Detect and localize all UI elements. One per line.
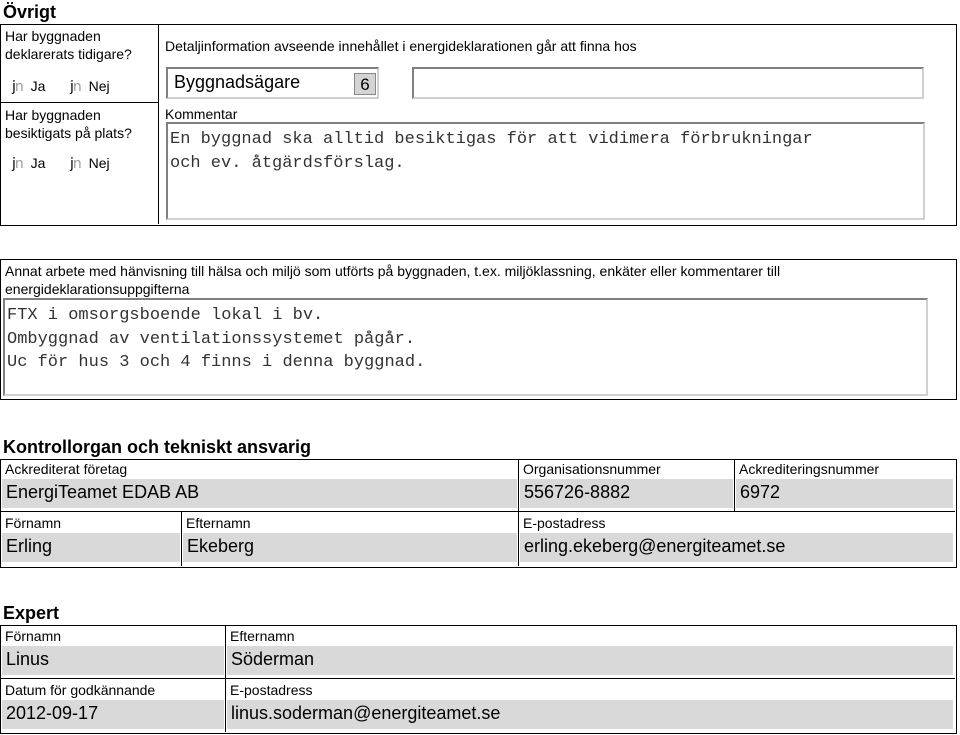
- ackr-label: Ackrediteringsnummer: [739, 461, 880, 477]
- expert-email-label: E-postadress: [230, 682, 313, 698]
- detail-select-value: Byggnadsägare: [174, 72, 301, 92]
- comment-line: och ev. åtgärdsförslag.: [170, 153, 405, 173]
- expert-efternamn-label: Efternamn: [230, 628, 295, 644]
- kontroll-col-divider: [518, 459, 519, 566]
- expert-title: Expert: [3, 603, 60, 623]
- kontroll-row-divider: [0, 511, 955, 512]
- kontroll-col-divider: [181, 511, 182, 566]
- q2-nej-radio[interactable]: jn Nej: [70, 155, 110, 172]
- ovrigt-title: Övrigt: [3, 2, 57, 22]
- ovrigt-row-divider: [0, 102, 158, 103]
- datum-label: Datum för godkännande: [5, 682, 156, 698]
- orgnr-label: Organisationsnummer: [523, 461, 661, 477]
- kontroll-title: Kontrollorgan och tekniskt ansvarig: [3, 437, 312, 457]
- annat-label: Annat arbete med hänvisning till hälsa och miljö som utförts på byggnaden, t.ex. miljöklassning, enkäter eller kommentarer till energideklarationsuppgifterna: [5, 263, 781, 297]
- q2-ja-radio[interactable]: jn Ja: [12, 155, 46, 172]
- radio-icon: jn: [12, 79, 23, 95]
- annat-textarea[interactable]: [3, 298, 928, 396]
- company-field[interactable]: EnergiTeamet EDAB AB: [2, 479, 517, 509]
- datum-field[interactable]: 2012-09-17: [2, 700, 224, 730]
- company-label: Ackrediterat företag: [5, 461, 128, 477]
- q2-label: Har byggnaden besiktigats på plats?: [5, 107, 132, 141]
- expert-email-field[interactable]: linus.soderman@energiteamet.se: [227, 700, 953, 730]
- expert-col-divider: [225, 625, 226, 732]
- annat-line: Ombyggnad av ventilationssystemet pågår.: [7, 329, 416, 349]
- email-field[interactable]: erling.ekeberg@energiteamet.se: [520, 533, 953, 563]
- fornamn-label: Förnamn: [5, 515, 62, 531]
- detail-other-field[interactable]: [412, 67, 924, 99]
- kontroll-col-divider: [734, 459, 735, 511]
- chevron-down-icon[interactable]: 6: [354, 73, 376, 95]
- fornamn-field[interactable]: Erling: [2, 533, 180, 563]
- q1-nej-radio[interactable]: jn Nej: [70, 78, 110, 95]
- q1-label: Har byggnaden deklarerats tidigare?: [5, 28, 132, 62]
- detail-select[interactable]: [166, 67, 379, 99]
- annat-line: FTX i omsorgsboende lokal i bv.: [7, 306, 324, 325]
- ackr-field[interactable]: 6972: [736, 479, 953, 509]
- orgnr-field[interactable]: 556726-8882: [520, 479, 733, 509]
- comment-textarea[interactable]: [166, 122, 925, 220]
- annat-line: Uc för hus 3 och 4 finns i denna byggnad.: [7, 353, 426, 372]
- comment-line: En byggnad ska alltid besiktigas för att vidimera förbrukningar: [170, 130, 813, 149]
- radio-icon: jn: [70, 79, 81, 95]
- expert-efternamn-field[interactable]: Söderman: [227, 646, 953, 676]
- radio-icon: jn: [12, 156, 23, 172]
- comment-label: Kommentar: [165, 106, 238, 122]
- radio-icon: jn: [70, 156, 81, 172]
- ovrigt-divider: [158, 24, 159, 224]
- expert-fornamn-field[interactable]: Linus: [2, 646, 224, 676]
- expert-fornamn-label: Förnamn: [5, 628, 62, 644]
- efternamn-label: Efternamn: [186, 515, 251, 531]
- q1-ja-radio[interactable]: jn Ja: [12, 78, 46, 95]
- efternamn-field[interactable]: Ekeberg: [183, 533, 517, 563]
- detail-label: Detaljinformation avseende innehållet i energideklarationen går att finna hos: [165, 38, 637, 54]
- expert-row-divider: [0, 678, 955, 679]
- email-label: E-postadress: [523, 515, 606, 531]
